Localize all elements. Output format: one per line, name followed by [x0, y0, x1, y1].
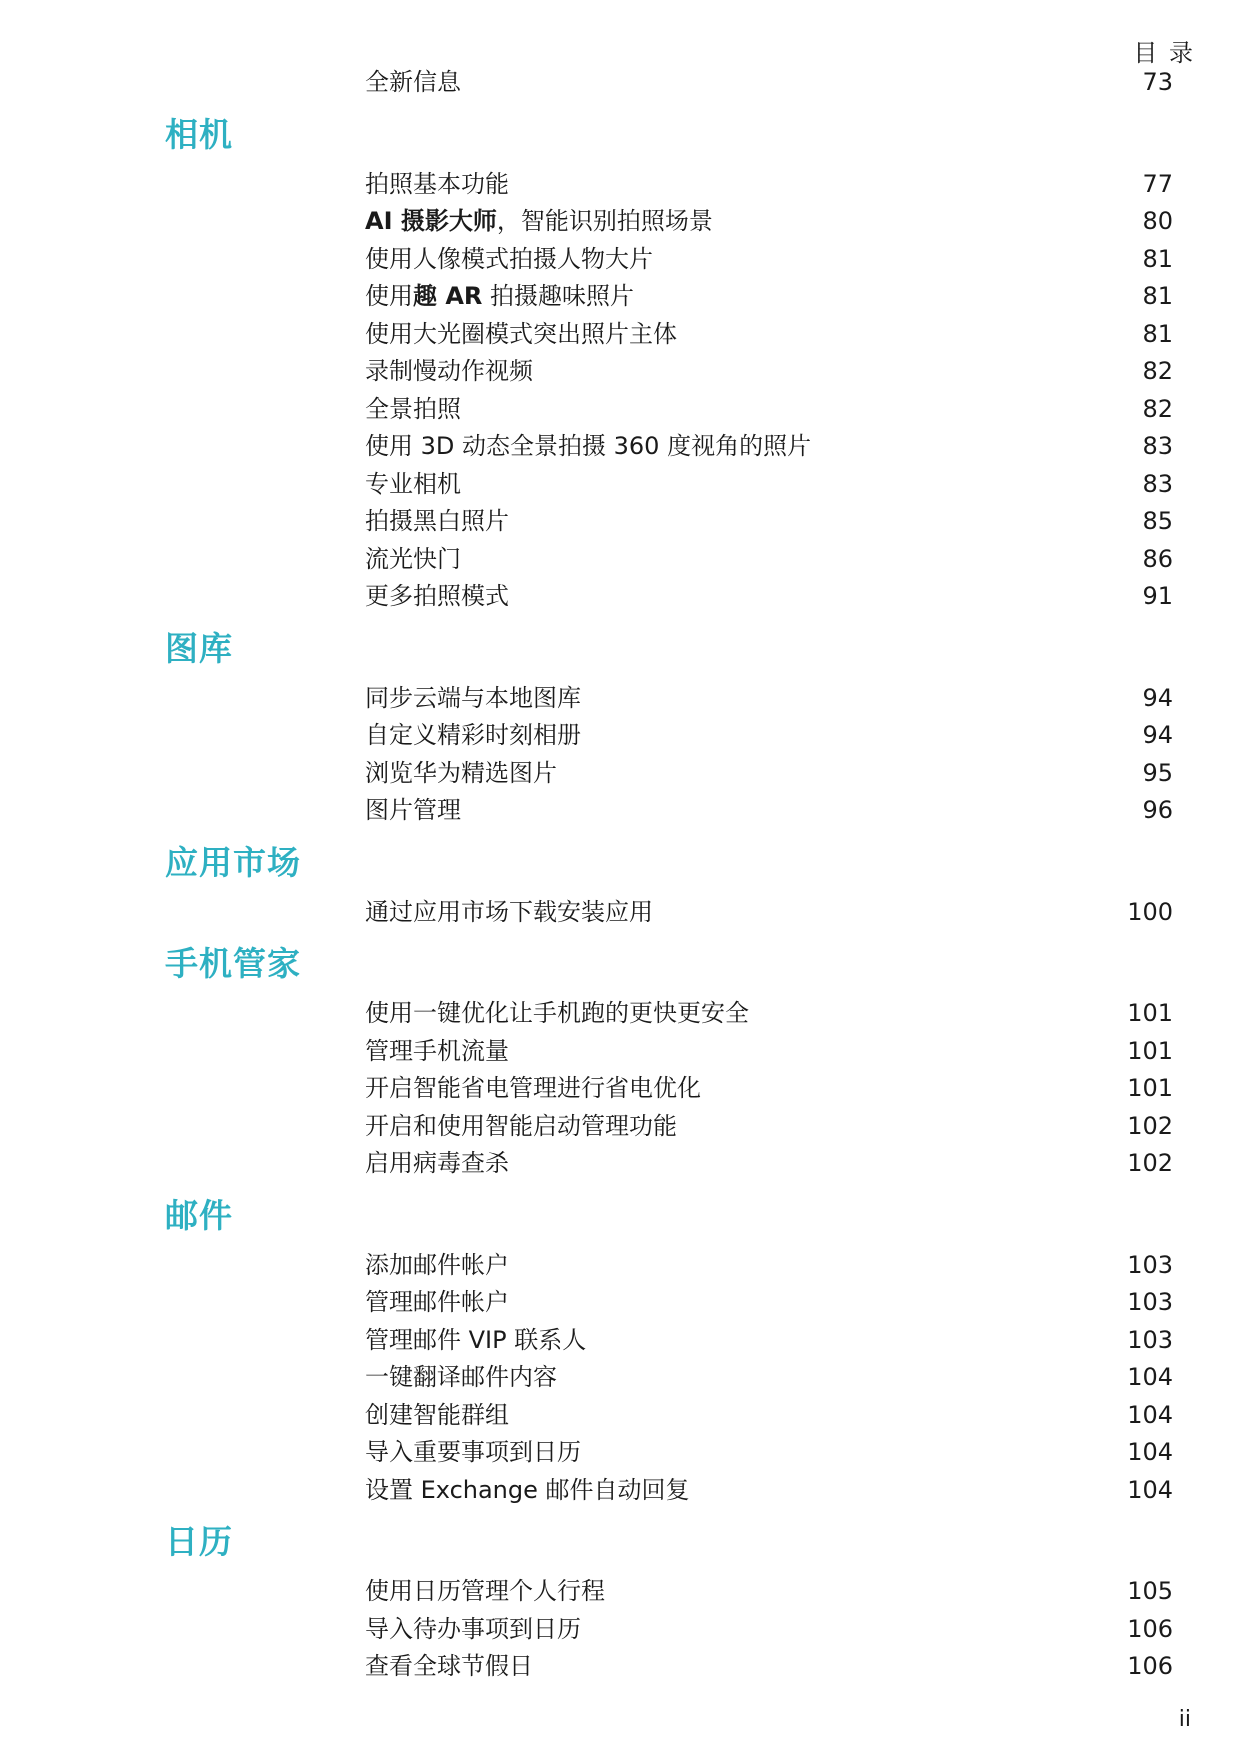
toc-entry[interactable] [0, 241, 1241, 279]
toc-entry[interactable] [0, 1472, 1241, 1510]
toc-entry[interactable] [0, 1359, 1241, 1397]
toc-entry[interactable] [0, 1108, 1241, 1146]
toc-entry-page: 81 [1142, 244, 1173, 273]
toc-entry-page: 81 [1142, 282, 1173, 310]
toc-entry-page: 106 [1127, 1652, 1173, 1680]
toc-entry-title [365, 995, 749, 1033]
toc-entry[interactable] [0, 1284, 1241, 1322]
toc-entry-title-text: 使用人像模式拍摄人物大片 [365, 244, 653, 273]
toc-entry-title [365, 353, 533, 391]
toc-entry-page: 94 [1142, 721, 1173, 749]
toc-entry-title [365, 1070, 701, 1108]
toc-entry-page: 102 [1127, 1111, 1173, 1140]
toc-entry-title [365, 64, 461, 102]
toc-section-title[interactable]: 邮件 [165, 1195, 233, 1235]
toc-entry[interactable] [0, 995, 1241, 1033]
toc-entry-title-text: 拍摄趣味照片 [482, 282, 635, 310]
toc-section-heading [0, 1188, 1241, 1247]
toc-entry[interactable] [0, 1573, 1241, 1611]
toc-entry[interactable] [0, 680, 1241, 718]
toc-entry[interactable] [0, 717, 1241, 755]
toc-entry[interactable] [0, 166, 1241, 204]
toc-entry-title-text: ，智能识别拍照场景 [496, 207, 713, 235]
toc-entry-title [365, 1145, 509, 1183]
toc-entry-title-text: 开启智能省电管理进行省电优化 [365, 1074, 701, 1102]
toc-section-title[interactable]: 相机 [165, 114, 233, 154]
toc-entry-title-text: 通过应用市场下载安装应用 [365, 897, 653, 926]
toc-entry-title [365, 391, 461, 429]
toc-entry-page: 101 [1127, 999, 1173, 1027]
toc-entry-page: 73 [1142, 68, 1173, 96]
toc-entry[interactable] [0, 64, 1241, 102]
toc-entry-page: 100 [1127, 897, 1173, 926]
toc-entry-title [365, 1359, 557, 1397]
toc-entry[interactable] [0, 1070, 1241, 1108]
toc-section-heading [0, 835, 1241, 894]
toc-entry-title [365, 466, 461, 504]
toc-entry-page: 104 [1127, 1400, 1173, 1429]
toc-entry[interactable] [0, 541, 1241, 579]
toc-entry-title [365, 1434, 581, 1472]
toc-entry-title [365, 1322, 586, 1360]
toc-entry-title-text: 创建智能群组 [365, 1400, 509, 1429]
toc-entry[interactable] [0, 353, 1241, 391]
toc-entry-title-text: 导入重要事项到日历 [365, 1438, 581, 1466]
toc-entry-title-text: 导入待办事项到日历 [365, 1614, 581, 1643]
page-number: ii [1178, 1707, 1191, 1732]
toc-entry-title [365, 717, 581, 755]
toc-entry-title-prefix: 使用 [365, 282, 413, 310]
toc-entry[interactable] [0, 1145, 1241, 1183]
toc-entry[interactable] [0, 1611, 1241, 1649]
toc-entry-title-text: 一键翻译邮件内容 [365, 1363, 557, 1391]
toc-entry-title [365, 1611, 581, 1649]
toc-entry-title-bold: AI 摄影大师 [365, 207, 497, 235]
toc-entry-title-text: 全新信息 [365, 68, 461, 96]
toc-entry[interactable] [0, 278, 1241, 316]
toc-entry[interactable] [0, 1434, 1241, 1472]
toc-entry-page: 82 [1142, 394, 1173, 423]
toc-entry-title [365, 1397, 509, 1435]
toc-entry-title [365, 241, 653, 279]
toc-entry-title [365, 203, 713, 241]
toc-entry-title-text: 管理邮件 VIP 联系人 [365, 1325, 587, 1354]
toc-entry-title [365, 1648, 533, 1686]
toc-entry[interactable] [0, 1322, 1241, 1360]
toc-entry-title [365, 1573, 605, 1611]
toc-entry-title-text: 更多拍照模式 [365, 582, 509, 610]
toc-entry[interactable] [0, 755, 1241, 793]
toc-entry-title-text: 开启和使用智能启动管理功能 [365, 1111, 677, 1140]
toc-entry-title [365, 680, 581, 718]
toc-entry-page: 85 [1142, 507, 1173, 535]
toc-entry-title-text: 流光快门 [365, 544, 461, 573]
toc-entry-title-text: 同步云端与本地图库 [365, 683, 581, 712]
toc-entry-title [365, 428, 811, 466]
toc-entry-title-text: 自定义精彩时刻相册 [365, 721, 581, 749]
toc-entry[interactable] [0, 1397, 1241, 1435]
toc-entry-page: 101 [1127, 1074, 1173, 1102]
toc-entry-title-bold: 趣 AR [413, 282, 483, 310]
toc-entry-title-text: 图片管理 [365, 796, 461, 824]
toc-entry-title-text: 管理邮件帐户 [365, 1288, 509, 1316]
toc-entry-title [365, 541, 461, 579]
toc-entry-title-text: 拍照基本功能 [365, 169, 509, 198]
toc-entry-title [365, 755, 557, 793]
toc-entry-title-text: 查看全球节假日 [365, 1652, 533, 1680]
toc-section-title[interactable]: 手机管家 [165, 944, 301, 983]
toc-entry-title-text: 全景拍照 [365, 394, 461, 423]
toc-entry[interactable] [0, 1247, 1241, 1285]
toc-section-heading [0, 107, 1241, 166]
toc-entry[interactable] [0, 894, 1241, 932]
toc-entry-page: 81 [1142, 319, 1173, 348]
toc-entry-title [365, 166, 509, 204]
toc-entry-page: 103 [1127, 1250, 1173, 1279]
toc-entry-title [365, 316, 677, 354]
toc-entry-title-text: 专业相机 [365, 469, 461, 498]
toc-entry-page: 101 [1127, 1036, 1173, 1065]
table-of-contents [0, 64, 1241, 1686]
toc-section-heading [0, 936, 1241, 995]
toc-entry-title-text: 浏览华为精选图片 [365, 758, 557, 787]
toc-entry-title [365, 503, 509, 541]
toc-entry[interactable] [0, 578, 1241, 616]
toc-entry-title-text: 录制慢动作视频 [365, 357, 533, 385]
toc-entry-title-text: 拍摄黑白照片 [365, 507, 509, 535]
toc-entry[interactable] [0, 1033, 1241, 1071]
toc-entry-page: 96 [1142, 796, 1173, 824]
toc-section-heading [0, 621, 1241, 680]
toc-entry-title [365, 1033, 509, 1071]
toc-section-title[interactable]: 日历 [165, 1522, 233, 1561]
toc-entry-page: 105 [1127, 1577, 1173, 1605]
toc-entry-page: 80 [1142, 207, 1173, 235]
toc-entry-title [365, 278, 634, 316]
toc-entry-title-text: 使用一键优化让手机跑的更快更安全 [365, 999, 749, 1027]
toc-entry-page: 94 [1142, 683, 1173, 712]
toc-entry[interactable] [0, 203, 1241, 241]
toc-entry-page: 104 [1127, 1438, 1173, 1466]
toc-entry-title [365, 1108, 677, 1146]
toc-entry-page: 86 [1142, 544, 1173, 573]
toc-entry-title [365, 1284, 509, 1322]
toc-entry-page: 103 [1127, 1288, 1173, 1316]
toc-entry-title-text: 设置 Exchange 邮件自动回复 [365, 1475, 690, 1504]
toc-entry-title-text: 添加邮件帐户 [365, 1250, 509, 1279]
page-header: 目 录 [1133, 39, 1195, 67]
toc-entry-title [365, 578, 509, 616]
toc-entry-page: 91 [1142, 582, 1173, 610]
toc-entry-page: 83 [1142, 432, 1173, 460]
toc-section-heading [0, 1514, 1241, 1573]
toc-entry-page: 102 [1127, 1149, 1173, 1177]
toc-entry-title [365, 792, 461, 830]
toc-entry[interactable] [0, 466, 1241, 504]
toc-entry-page: 83 [1142, 469, 1173, 498]
toc-section-title[interactable]: 图库 [165, 628, 233, 668]
toc-entry-title-text: 使用日历管理个人行程 [365, 1577, 605, 1605]
toc-entry-title-text: 使用 3D 动态全景拍摄 360 度视角的照片 [365, 432, 812, 460]
toc-entry-title [365, 894, 653, 932]
toc-entry-page: 82 [1142, 357, 1173, 385]
toc-entry[interactable] [0, 503, 1241, 541]
toc-entry-title [365, 1247, 509, 1285]
toc-entry-page: 104 [1127, 1475, 1173, 1504]
toc-entry-title [365, 1472, 690, 1510]
toc-entry[interactable] [0, 792, 1241, 830]
toc-entry-page: 106 [1127, 1614, 1173, 1643]
toc-entry-title-text: 使用大光圈模式突出照片主体 [365, 319, 677, 348]
toc-entry-page: 95 [1142, 758, 1173, 787]
toc-entry-title-text: 启用病毒查杀 [365, 1149, 509, 1177]
toc-entry[interactable] [0, 316, 1241, 354]
toc-entry[interactable] [0, 391, 1241, 429]
toc-entry[interactable] [0, 428, 1241, 466]
toc-entry[interactable] [0, 1648, 1241, 1686]
toc-entry-page: 103 [1127, 1325, 1173, 1354]
toc-entry-page: 77 [1142, 169, 1173, 198]
toc-entry-title-text: 管理手机流量 [365, 1036, 509, 1065]
toc-entry-page: 104 [1127, 1363, 1173, 1391]
toc-section-title[interactable]: 应用市场 [165, 842, 301, 882]
